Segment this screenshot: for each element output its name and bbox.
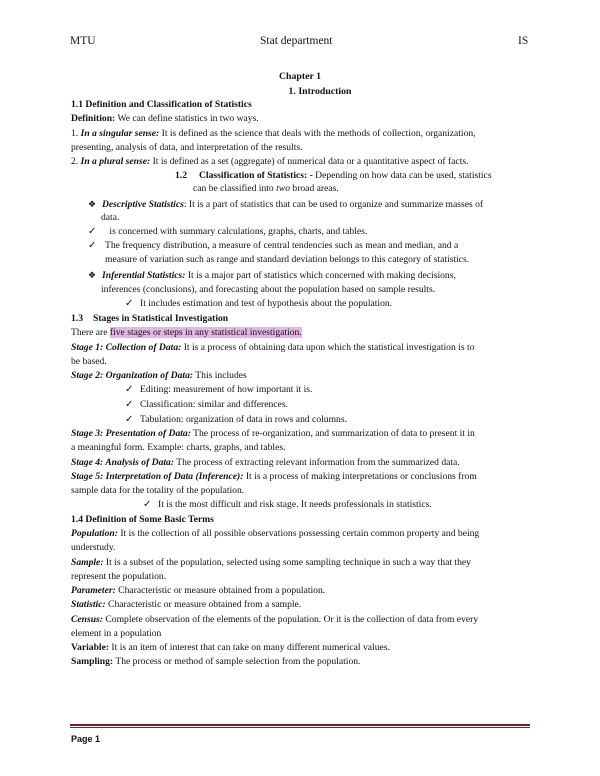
term-population-cont: understudy. [71,542,116,553]
section-heading-1-1: 1.1 Definition and Classification of Statistics [71,99,252,110]
term-label: Sample: [71,557,104,568]
term-text: Characteristic or measure obtained from a sample. [105,599,302,610]
plural-sense-label: In a plural sense: [80,156,151,167]
stage-1-line [71,341,474,355]
footer-rule [70,724,530,726]
checkmark-icon: ✓ [125,384,134,395]
checkmark-icon: ✓ [88,226,97,237]
checkmark-icon: ✓ [143,499,152,510]
inferential-cont: inferences (conclusions), and forecasting about the population based on sample results. [101,284,436,295]
stage-3-text: The process of re-organization, and summarization of data to present it in [190,428,475,439]
definition-label: Definition: [71,113,116,124]
term-label: Variable: [71,642,110,653]
term-text: It is an item of interest that can take on many different numerical values. [109,642,390,653]
term-statistic [71,598,301,612]
definition-text: We can define statistics in two ways. [115,113,259,124]
term-census-cont: element in a population [71,628,162,639]
term-label: Sampling: [71,656,114,667]
section-1-2-cont [193,182,339,196]
list-item: Classification: similar and differences. [140,399,288,410]
list-item: Editing: measurement of how important it is. [140,384,313,395]
term-sample-cont: represent the population. [71,571,167,582]
singular-sense-line [71,127,476,141]
term-text: It is a subset of the population, selected using some sampling technique in such a way that they [103,557,471,568]
stage-1-label: Stage 1: Collection of Data: [71,342,182,353]
stage-2-label: Stage 2: Organization of Data: [71,370,194,381]
term-population [71,527,479,541]
singular-sense-text: It is defined as the science that deals with the methods of collection, organization, [159,128,476,139]
list-number: 2. [71,156,81,167]
inferential-label: Inferential Statistics: [102,270,186,281]
definition-line [71,112,259,126]
section-number: 1.3 [71,313,83,324]
stage-5-line [71,470,477,484]
stage-3-cont: a meaningful form. Example: charts, graphs, and tables. [71,442,286,453]
stage-5-label: Stage 5: Interpretation of Data (Inference): [71,471,244,482]
plural-sense-text: It is defined as a set (aggregate) of numerical data or a quantitative aspect of facts. [150,156,469,167]
classification-text: Depending on how data can be used, statistics [312,170,492,181]
term-parameter [71,584,325,598]
stage-1-cont: be based. [71,356,107,367]
header-center: Stat department [260,35,333,47]
stage-2-text: This includes [193,370,247,381]
stage-3-line [71,427,475,441]
term-text: The process or method of sample selection from the population. [113,656,361,667]
check-item-text: The frequency distribution, a measure of central tendencies such as mean and median, and a [105,240,459,251]
classification-cont-a: can be classified into [193,183,277,194]
stage-2-item-2 [125,398,288,412]
stage-5-cont: sample data for the totality of the population. [71,485,245,496]
term-label: Census: [71,614,103,625]
stage-1-text: It is a process of obtaining data upon which the statistical investigation is to [181,342,475,353]
chapter-title: Chapter 1 [278,71,321,82]
stage-5-text: It is a process of making interpretations or conclusions from [243,471,477,482]
section-heading-1-4: 1.4 Definition of Some Basic Terms [71,514,214,525]
checkmark-icon: ✓ [125,298,134,309]
footer-rule [70,727,530,728]
section-number: 1.2 [175,170,187,181]
section-title: Stages in Statistical Investigation [93,313,229,324]
singular-sense-label: In a singular sense: [80,128,160,139]
singular-sense-cont: presenting, analysis of data, and interpretation of the results. [71,142,303,153]
classification-label: Classification of Statistics: - [199,170,313,181]
page-number: Page 1 [71,734,101,744]
diamond-bullet-icon: ❖ [88,199,97,209]
inferential-line [88,268,456,283]
term-variable [71,641,390,655]
check-item-summary [88,225,367,239]
inferential-text: It is a major part of statistics which concerned with making decisions, [185,270,456,281]
check-item-text: It includes estimation and test of hypothesis about the population. [140,298,393,309]
diamond-bullet-icon: ❖ [88,270,97,280]
list-number: 1. [71,128,81,139]
term-label: Statistic: [71,599,106,610]
header-right: IS [518,35,529,47]
check-item-estimation [125,297,392,311]
descriptive-text: : It is a part of statistics that can be used to organize and summarize masses of [183,199,484,210]
checkmark-icon: ✓ [125,414,134,425]
term-text: Characteristic or measure obtained from a population. [115,585,326,596]
stage-4-label: Stage 4: Analysis of Data: [71,457,175,468]
stage-2-line [71,369,247,383]
descriptive-label: Descriptive Statistics [102,199,184,210]
stage-3-label: Stage 3: Presentation of Data: [71,428,191,439]
intro-text: There are [71,327,110,338]
list-item: Tabulation: organization of data in rows and columns. [140,414,347,425]
term-text: Complete observation of the elements of the population. Or it is the collection of data from every [103,614,479,625]
descriptive-cont: data. [101,212,120,223]
classification-two: two [276,183,290,194]
stage-4-text: The process of extracting relevant information from the summarized data. [174,457,460,468]
term-census [71,613,478,627]
term-sampling [71,655,360,669]
check-item-text: is concerned with summary calculations, graphs, charts, and tables. [107,226,368,237]
checkmark-icon: ✓ [125,399,134,410]
classification-cont-b: broad areas. [290,183,339,194]
section-1-2-line [175,169,492,183]
check-item-frequency-cont: measure of variation such as range and standard deviation belongs to this category of statistics. [105,254,470,265]
stage-2-item-1 [125,383,312,397]
stage-4-line [71,456,460,470]
stages-intro [71,326,302,340]
stage-2-item-3 [125,413,347,427]
term-label: Parameter: [71,585,116,596]
descriptive-line [88,197,483,212]
check-item-frequency [88,239,458,253]
checkmark-icon: ✓ [88,240,97,251]
stage-5-check [143,498,432,512]
chapter-subtitle: 1. Introduction [288,86,352,97]
header-left: MTU [70,35,96,47]
check-item-text: It is the most difficult and risk stage. It needs professionals in statistics. [158,499,432,510]
highlighted-text: five stages or steps in any statistical investigation. [109,327,302,338]
term-text: It is the collection of all possible observations possessing certain common property and being [117,528,480,539]
term-sample [71,556,471,570]
term-label: Population: [71,528,118,539]
plural-sense-line [71,155,469,169]
section-heading-1-3 [71,312,228,326]
